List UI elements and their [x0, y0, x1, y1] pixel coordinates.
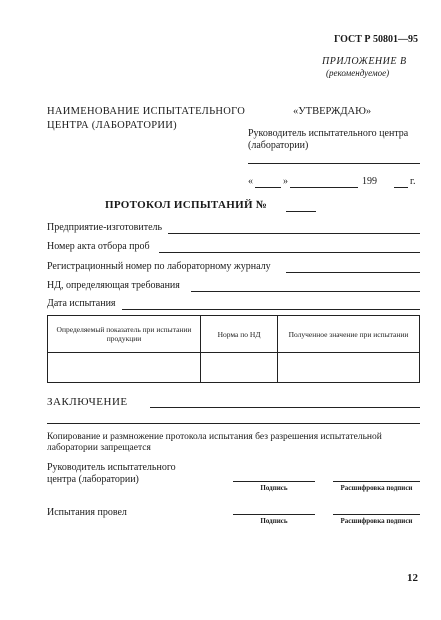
standard-code: ГОСТ Р 50801—95: [334, 34, 419, 45]
page-number: 12: [407, 572, 418, 584]
date-day-line[interactable]: [255, 187, 281, 188]
column-header-result: Полученное значение при испытании: [278, 316, 420, 353]
head-signature-line[interactable]: [233, 481, 315, 482]
column-header-norm: Норма по НД: [201, 316, 278, 353]
date-month-line[interactable]: [290, 187, 358, 188]
approval-label: «УТВЕРЖДАЮ»: [293, 106, 372, 117]
sampling-act-label: Номер акта отбора проб: [47, 241, 150, 252]
head-decode-line[interactable]: [333, 481, 420, 482]
manufacturer-line[interactable]: [168, 233, 420, 234]
table-cell-indicator[interactable]: [48, 353, 201, 383]
conclusion-line-2[interactable]: [47, 423, 420, 424]
tester-signature-line[interactable]: [233, 514, 315, 515]
date-year-line[interactable]: [394, 187, 408, 188]
date-open-quote: «: [248, 176, 253, 187]
table-header-row: [48, 316, 420, 353]
copying-notice: Копирование и размножение протокола испытания без разрешения испытательной лаборатории запрещается: [47, 432, 382, 453]
conclusion-line-1[interactable]: [150, 407, 420, 408]
testing-center-name: НАИМЕНОВАНИЕ ИСПЫТАТЕЛЬНОГО ЦЕНТРА (ЛАБОРАТОРИИ): [47, 106, 246, 131]
protocol-number-line[interactable]: [286, 211, 316, 212]
regulatory-doc-line[interactable]: [191, 291, 420, 292]
head-signature-label: Руководитель испытательного центра (лаборатории): [47, 462, 176, 485]
manufacturer-label: Предприятие-изготовитель: [47, 222, 163, 233]
results-table: [47, 315, 420, 383]
journal-number-line[interactable]: [286, 272, 420, 273]
head-decode-caption: Расшифровка подписи: [340, 484, 413, 492]
table-cell-norm[interactable]: [201, 353, 278, 383]
date-year-prefix: 199: [362, 176, 377, 187]
appendix-title: ПРИЛОЖЕНИЕ В: [322, 56, 407, 67]
conclusion-label: ЗАКЛЮЧЕНИЕ: [47, 396, 128, 408]
approval-head-title: Руководитель испытательного центра (лаборатории): [248, 128, 409, 151]
appendix-note: (рекомендуемое): [326, 68, 390, 78]
test-date-label: Дата испытания: [47, 298, 116, 309]
approval-signature-line[interactable]: [248, 163, 420, 164]
tester-decode-line[interactable]: [333, 514, 420, 515]
test-date-line[interactable]: [122, 309, 420, 310]
protocol-title-text: ПРОТОКОЛ ИСПЫТАНИЙ №: [105, 199, 268, 211]
column-header-indicator: Определяемый показатель при испытании продукции: [48, 316, 201, 353]
tester-decode-caption: Расшифровка подписи: [340, 517, 413, 525]
journal-number-label: Регистрационный номер по лабораторному журналу: [47, 261, 271, 272]
sampling-act-line[interactable]: [159, 252, 420, 253]
date-year-suffix: г.: [410, 176, 416, 187]
head-signature-caption: Подпись: [260, 484, 288, 492]
date-close-quote: »: [283, 176, 288, 187]
table-cell-result[interactable]: [278, 353, 420, 383]
regulatory-doc-label: НД, определяющая требования: [47, 280, 180, 291]
protocol-title: [105, 199, 267, 211]
table-row: [48, 353, 420, 383]
tester-label: Испытания провел: [47, 507, 127, 518]
approval-date: [248, 176, 423, 190]
tester-signature-caption: Подпись: [260, 517, 288, 525]
